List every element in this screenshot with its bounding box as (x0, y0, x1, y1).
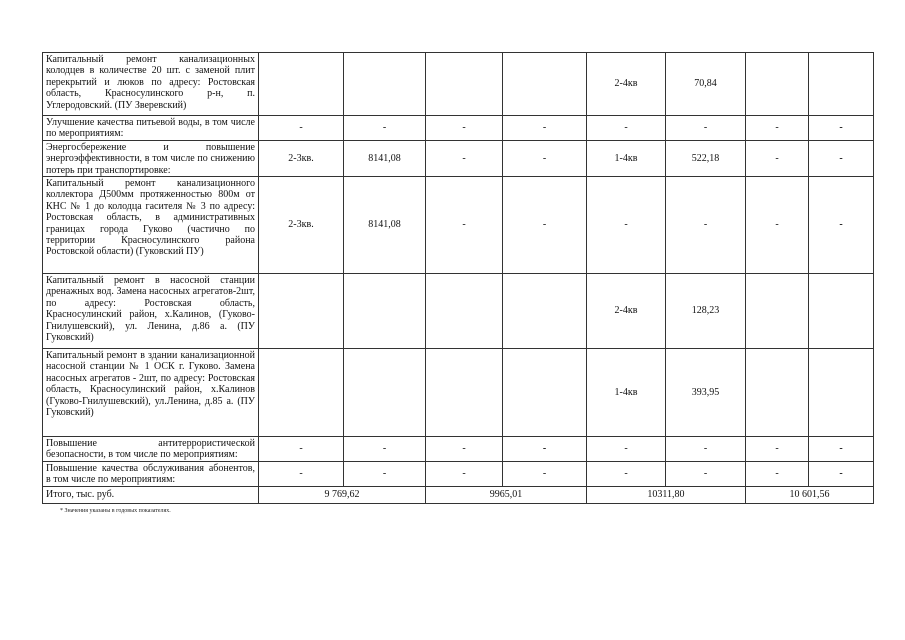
document-page (42, 52, 873, 504)
table-cell: - (587, 177, 666, 274)
table-cell: 393,95 (666, 349, 746, 437)
table-row (43, 349, 874, 437)
total-row (43, 486, 874, 503)
table-cell: - (666, 461, 746, 486)
total-value: 9965,01 (426, 486, 587, 503)
table-cell (344, 274, 426, 349)
table-cell: - (344, 461, 426, 486)
table-cell (746, 349, 809, 437)
total-value: 10 601,56 (746, 486, 874, 503)
table-cell: - (426, 116, 503, 141)
table-cell (426, 349, 503, 437)
table-cell (344, 53, 426, 116)
table-cell: - (809, 461, 874, 486)
table-row (43, 274, 874, 349)
table-row (43, 437, 874, 462)
table-cell: - (809, 437, 874, 462)
table-cell: 8141,08 (344, 140, 426, 176)
table-cell: - (809, 140, 874, 176)
table-cell: - (666, 177, 746, 274)
table-cell: 1-4кв (587, 349, 666, 437)
row-description-text: Капитальный ремонт канализационных колодцев в количестве 20 шт. с заменой плит перекрытий и люков по адресу: Ростовская область, Красносулинского р-н, п. Углеродовский. (ПУ Зверевский) (46, 54, 255, 111)
table-cell: 2-4кв (587, 274, 666, 349)
table-cell: - (426, 461, 503, 486)
table-cell: - (503, 116, 587, 141)
table-cell: - (587, 437, 666, 462)
table-cell (503, 53, 587, 116)
table-row (43, 116, 874, 141)
table-cell: - (344, 437, 426, 462)
row-description (43, 437, 259, 462)
table-cell (259, 349, 344, 437)
table-row (43, 140, 874, 176)
table-cell: 128,23 (666, 274, 746, 349)
table-body (43, 53, 874, 504)
table-cell (426, 274, 503, 349)
row-description-text: Капитальный ремонт в насосной станции дренажных вод. Замена насосных агрегатов-2шт, по адресу: Ростовская область, Красносулинский район, х.Калинов, (Гуково-Гнилушевский), ул. Ленина, д.86 а. (ПУ Гуковский) (46, 275, 255, 344)
table-row (43, 461, 874, 486)
table-cell: - (426, 140, 503, 176)
row-description (43, 274, 259, 349)
table-cell: - (503, 461, 587, 486)
table-cell (503, 274, 587, 349)
table-cell: - (746, 116, 809, 141)
table-cell: - (746, 437, 809, 462)
total-label: Итого, тыс. руб. (43, 486, 259, 503)
table-row (43, 53, 874, 116)
table-cell: - (259, 461, 344, 486)
table-cell (503, 349, 587, 437)
table-cell: 70,84 (666, 53, 746, 116)
table-cell (344, 349, 426, 437)
table-cell (259, 53, 344, 116)
row-description (43, 461, 259, 486)
row-description (43, 140, 259, 176)
row-description (43, 116, 259, 141)
table-cell: - (503, 437, 587, 462)
table-cell (426, 53, 503, 116)
table-cell (746, 274, 809, 349)
row-description-text: Улучшение качества питьевой воды, в том числе по мероприятиям: (46, 117, 255, 140)
row-description-text: Повышение качества обслуживания абонентов, в том числе по мероприятиям: (46, 462, 255, 486)
total-value: 9 769,62 (259, 486, 426, 503)
table-cell: 2-3кв. (259, 177, 344, 274)
table-cell: - (666, 437, 746, 462)
row-description-text: Повышение антитеррористической безопасности, в том числе по мероприятиям: (46, 438, 255, 461)
table-cell: - (746, 461, 809, 486)
table-cell: - (503, 177, 587, 274)
row-description (43, 349, 259, 437)
table-cell: - (809, 116, 874, 141)
table-cell: 522,18 (666, 140, 746, 176)
table-cell: 2-4кв (587, 53, 666, 116)
table-cell (809, 274, 874, 349)
row-description (43, 53, 259, 116)
row-description (43, 177, 259, 274)
table-cell: - (587, 116, 666, 141)
table-cell: - (746, 140, 809, 176)
table-cell: 8141,08 (344, 177, 426, 274)
table-cell: - (344, 116, 426, 141)
table-cell (809, 53, 874, 116)
table-row (43, 177, 874, 274)
table-cell: - (746, 177, 809, 274)
table-cell: - (587, 461, 666, 486)
table-cell: - (259, 116, 344, 141)
table-cell: - (426, 177, 503, 274)
table-cell: - (426, 437, 503, 462)
table-cell: - (666, 116, 746, 141)
table-cell: 1-4кв (587, 140, 666, 176)
program-table (42, 52, 874, 504)
table-cell: 2-3кв. (259, 140, 344, 176)
row-description-text: Капитальный ремонт канализационного коллектора Д500мм протяженностью 800м от КНС № 1 до колодца гасителя № 3 по адресу: Ростовская область, в административных границах города Гуково (частично по территории Красносулинского района Ростовской области) (Гуковский ПУ) (46, 178, 255, 258)
table-cell (746, 53, 809, 116)
table-cell: - (503, 140, 587, 176)
table-cell: - (259, 437, 344, 462)
table-cell (809, 349, 874, 437)
table-cell (259, 274, 344, 349)
row-description-text: Энергосбережение и повышение энергоэффективности, в том числе по снижению потерь при транспортировке: (46, 141, 255, 176)
row-description-text: Капитальный ремонт в здании канализационной насосной станции № 1 ОСК г. Гуково. Замена насосных агрегатов - 2шт, по адресу: Ростовская область, Красносулинский район, х.Калинов (Гуково-Гнилушевский), ул.Ленина, д.85 а. (ПУ Гуковский) (46, 350, 255, 419)
total-value: 10311,80 (587, 486, 746, 503)
table-cell: - (809, 177, 874, 274)
footnote: * Значения указаны в годовых показателях. (60, 508, 171, 514)
